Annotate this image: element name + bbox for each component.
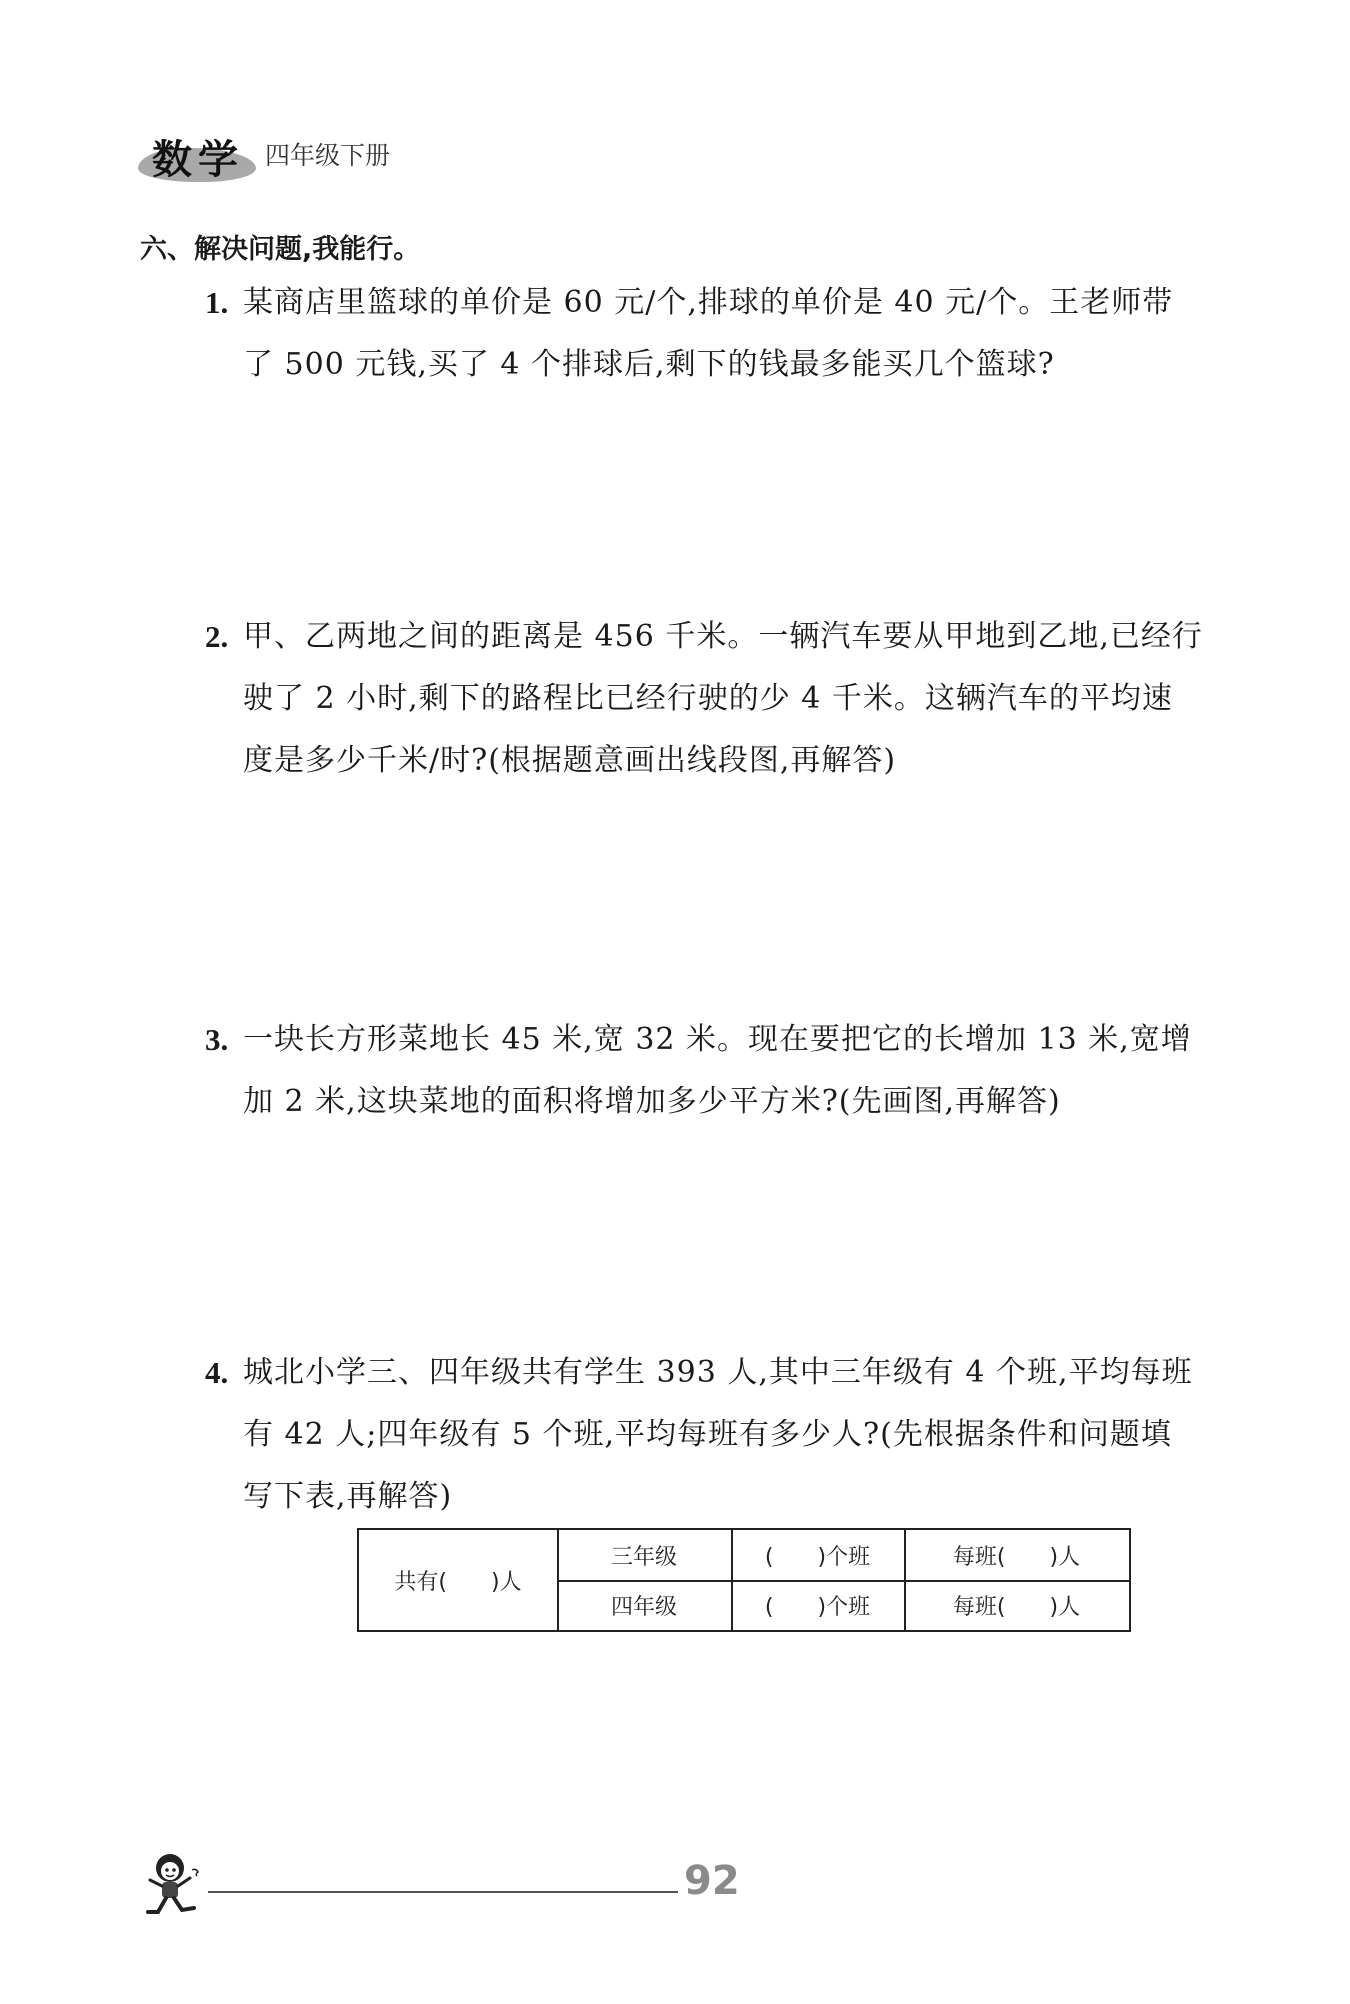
problem-text: [243, 272, 1255, 396]
page-number: 92: [684, 1858, 740, 1904]
problem-line: 甲、乙两地之间的距离是 456 千米。一辆汽车要从甲地到乙地,已经行: [243, 619, 1203, 654]
problem-line: 写下表,再解答): [243, 1479, 453, 1514]
book-header: [138, 126, 458, 186]
grade-label: 四年级下册: [265, 141, 391, 170]
footer-rule: [208, 1891, 678, 1893]
fill-in-table: [357, 1528, 1131, 1632]
problem-text: [243, 1342, 1255, 1528]
grade-cell: 三年级: [610, 1544, 677, 1570]
problem-line: 驶了 2 小时,剩下的路程比已经行驶的少 4 千米。这辆汽车的平均速: [243, 681, 1173, 716]
problem-text: [243, 1009, 1255, 1133]
section-title: 六、解决问题,我能行。: [140, 234, 421, 265]
problem-line: 某商店里篮球的单价是 60 元/个,排球的单价是 40 元/个。王老师带: [243, 285, 1174, 320]
total-students-cell[interactable]: 共有( )人: [394, 1569, 522, 1595]
problem-line: 一块长方形菜地长 45 米,宽 32 米。现在要把它的长增加 13 米,宽增: [243, 1022, 1192, 1057]
problem-number: 4.: [205, 1355, 229, 1390]
page-footer: [140, 1850, 760, 1920]
problem-2: [205, 606, 1255, 792]
problem-number: 3.: [205, 1022, 229, 1057]
per-class-cell[interactable]: 每班( )人: [952, 1594, 1081, 1620]
problem-text: [243, 606, 1255, 792]
running-kid-mascot-icon: [140, 1850, 206, 1920]
class-count-cell[interactable]: ( )个班: [764, 1544, 871, 1570]
problem-line: 有 42 人;四年级有 5 个班,平均每班有多少人?(先根据条件和问题填: [243, 1417, 1172, 1452]
problem-4: [205, 1342, 1255, 1528]
problem-3: [205, 1009, 1255, 1133]
problem-line: 了 500 元钱,买了 4 个排球后,剩下的钱最多能买几个篮球?: [243, 347, 1055, 382]
grade-cell: 四年级: [610, 1594, 677, 1620]
problem-line: 城北小学三、四年级共有学生 393 人,其中三年级有 4 个班,平均每班: [243, 1355, 1193, 1390]
problem-line: 度是多少千米/时?(根据题意画出线段图,再解答): [243, 743, 897, 778]
problem-1: [205, 272, 1255, 396]
class-count-cell[interactable]: ( )个班: [764, 1594, 871, 1620]
problem-line: 加 2 米,这块菜地的面积将增加多少平方米?(先画图,再解答): [243, 1084, 1061, 1119]
subject-title: 数学: [152, 137, 244, 183]
problem-number: 2.: [205, 619, 229, 654]
problem-number: 1.: [205, 285, 229, 320]
per-class-cell[interactable]: 每班( )人: [952, 1544, 1081, 1570]
